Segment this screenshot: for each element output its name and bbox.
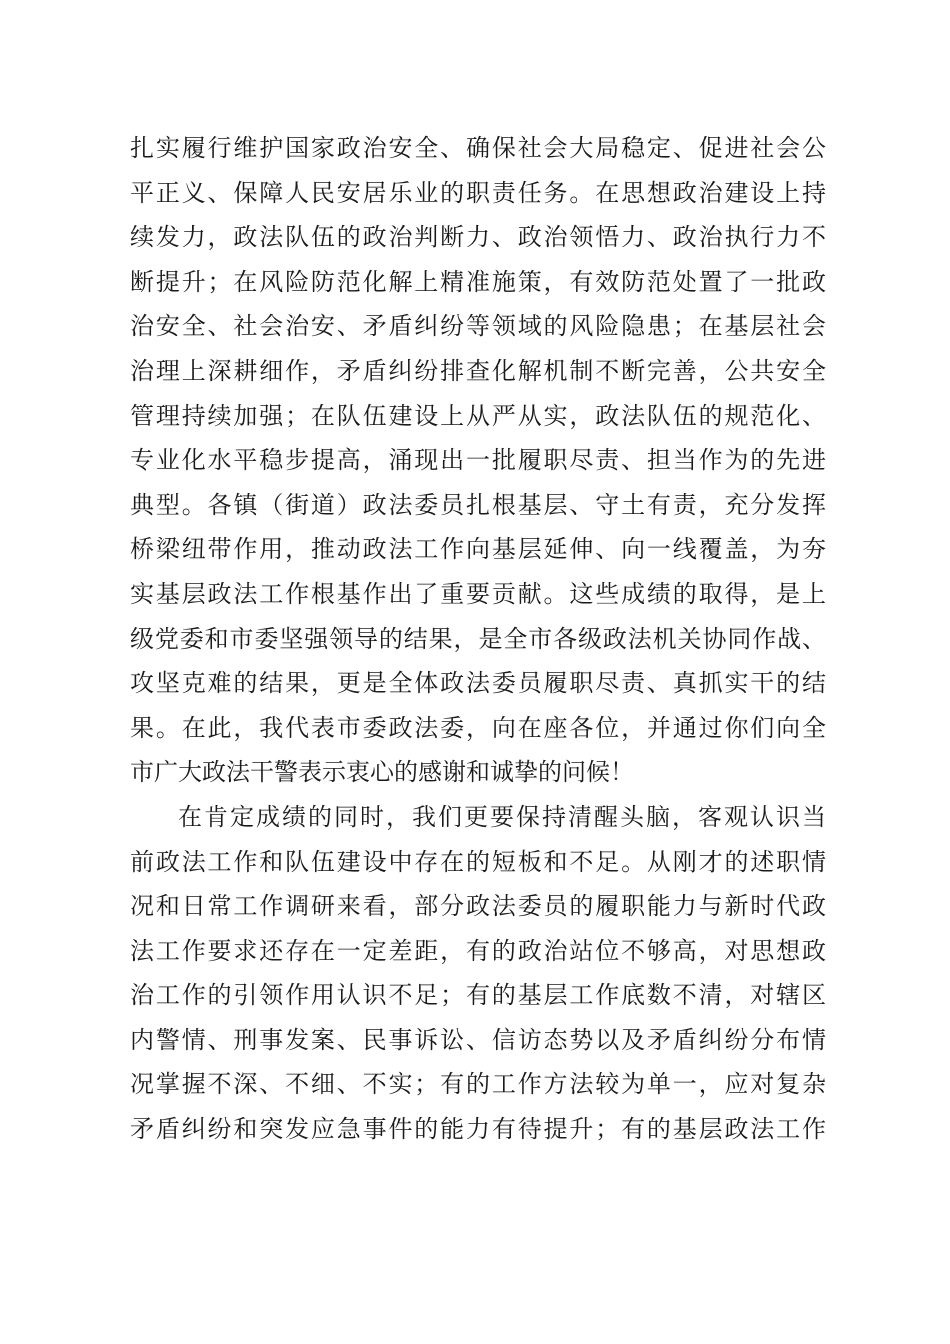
text-line: 况掌握不深、不细、不实；有的工作方法较为单一，应对复杂	[130, 1070, 826, 1099]
text-line: 桥梁纽带作用，推动政法工作向基层延伸、向一线覆盖，为夯	[130, 535, 826, 564]
text-line: 攻坚克难的结果，更是全体政法委员履职尽责、真抓实干的结	[130, 669, 826, 698]
text-line: 平正义、保障人民安居乐业的职责任务。在思想政治建设上持	[130, 178, 826, 207]
text-line: 扎实履行维护国家政治安全、确保社会大局稳定、促进社会公	[130, 134, 826, 162]
text-line: 续发力，政法队伍的政治判断力、政治领悟力、政治执行力不	[130, 223, 826, 252]
text-line: 内警情、刑事发案、民事诉讼、信访态势以及矛盾纠纷分布情	[130, 1025, 826, 1054]
text-line: 果。在此，我代表市委政法委，向在座各位，并通过你们向全	[130, 713, 826, 742]
text-line: 前政法工作和队伍建设中存在的短板和不足。从刚才的述职情	[130, 847, 826, 876]
text-line: 管理持续加强；在队伍建设上从严从实，政法队伍的规范化、	[130, 401, 826, 430]
paragraph-achievements	[130, 126, 826, 795]
text-line: 级党委和市委坚强领导的结果，是全市各级政法机关协同作战、	[130, 624, 826, 653]
text-line: 典型。各镇（街道）政法委员扎根基层、守土有责，充分发挥	[130, 490, 826, 519]
text-line: 法工作要求还存在一定差距，有的政治站位不够高，对思想政	[130, 936, 826, 965]
text-line: 治安全、社会治安、矛盾纠纷等领域的风险隐患；在基层社会	[130, 312, 826, 341]
document-body	[130, 126, 826, 1152]
text-line: 治工作的引领作用认识不足；有的基层工作底数不清，对辖区	[130, 981, 826, 1010]
text-line: 矛盾纠纷和突发应急事件的能力有待提升；有的基层政法工作	[130, 1115, 826, 1144]
text-line: 断提升；在风险防范化解上精准施策，有效防范处置了一批政	[130, 267, 826, 296]
text-line: 况和日常工作调研来看，部分政法委员的履职能力与新时代政	[130, 892, 826, 921]
text-line: 专业化水平稳步提高，涌现出一批履职尽责、担当作为的先进	[130, 446, 826, 475]
text-line: 市广大政法干警表示衷心的感谢和诚挚的问候！	[130, 758, 634, 787]
text-line: 实基层政法工作根基作出了重要贡献。这些成绩的取得，是上	[130, 579, 826, 608]
paragraph-shortcomings	[130, 795, 826, 1152]
text-line: 治理上深耕细作，矛盾纠纷排查化解机制不断完善，公共安全	[130, 356, 826, 385]
text-line: 在肯定成绩的同时，我们更要保持清醒头脑，客观认识当	[178, 802, 826, 831]
